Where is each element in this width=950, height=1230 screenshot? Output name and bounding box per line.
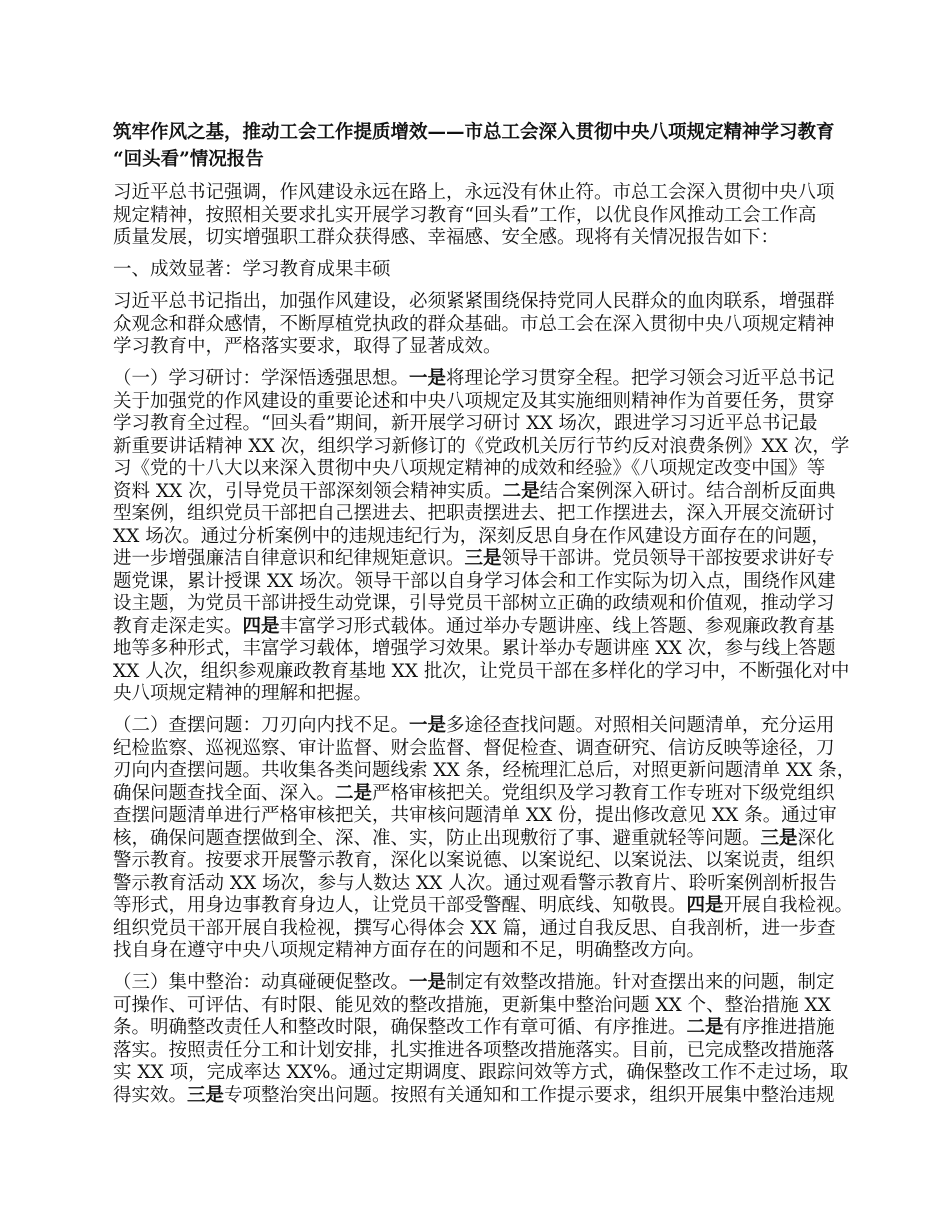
text-segment: 制定有效整改措施。针对查摆出来的问题，制定 [446, 972, 835, 993]
text-segment: 丰富学习形式载体。通过举办专题讲座、线上答题、参观廉政教育基 [279, 615, 835, 637]
text-segment: 警示教育活动 XX 场次，参与人数达 XX 人次。通过观看警示教育片、聆听案例剖析报告 [113, 872, 837, 894]
text-segment: 纪检监察、巡视巡察、审计监督、财会监督、督促检查、调查研究、信访反映等途径，刀 [113, 737, 835, 759]
text-line [113, 995, 853, 1018]
text-segment: 地等多种形式，丰富学习载体，增强学习效果。累计举办专题讲座 XX 次，参与线上答题 [113, 638, 836, 659]
text-segment: 教育走深走实。 [113, 615, 243, 637]
text-line [113, 227, 853, 250]
text-segment: 新重要讲话精神 XX 次，组织学习新修订的《党政机关厉行节约反对浪费条例》XX 次，学 [113, 435, 850, 457]
text-segment: 习《党的十八大以来深入贯彻中央八项规定精神的成效和经验》《八项规定改变中国》等 [113, 458, 826, 479]
text-segment: 专项整治突出问题。按照有关通知和工作提示要求，组织开展集中整治违规 [224, 1084, 835, 1106]
text-segment: 深化 [797, 827, 835, 849]
text-line [113, 368, 853, 391]
text-line [113, 1017, 853, 1040]
text-segment: 资料 XX 次，引导党员干部深刻领会精神实质。 [113, 480, 503, 502]
text-line [113, 1040, 853, 1063]
text-line [113, 760, 856, 783]
text-line [113, 895, 853, 918]
text-segment: 组织党员干部开展自我检视，撰写心得体会 XX 篇，通过自我反思、自我剖析，进一步查 [113, 917, 836, 939]
text-line [113, 850, 853, 873]
title-line: 筑牢作风之基，推动工会工作提质增效——市总工会深入贯彻中央八项规定精神学习教育 [113, 122, 835, 143]
text-segment: 开展自我检视。 [723, 895, 854, 916]
text-line [113, 661, 853, 684]
text-line [113, 972, 853, 995]
bold-keyword: 二是 [502, 480, 540, 502]
text-segment: 刃向内查摆问题。共收集各类问题线索 XX 条，经梳理汇总后，对照更新问题清单 XX 条， [113, 760, 856, 781]
text-line [113, 783, 853, 806]
section-heading [113, 259, 853, 282]
text-segment: 等形式，用身边事教育身边人，让党员干部受警醒、明底线、知敬畏。 [113, 895, 687, 916]
text-segment: 学习教育全过程。“回头看”期间，新开展学习研讨 XX 场次，跟进学习习近平总书记最 [113, 413, 818, 434]
text-segment: 核，确保问题查摆做到全、深、准、实，防止出现敷衍了事、避重就轻等问题。 [113, 827, 761, 849]
text-segment: 实 XX 项，完成率达 XX%。通过定期调度、跟踪问效等方式，确保整改工作不走过场，取 [113, 1062, 849, 1083]
text-line [113, 918, 853, 941]
bold-keyword: 三是 [187, 1084, 225, 1106]
document-page [113, 119, 856, 1117]
text-line [113, 291, 853, 314]
paragraph [113, 182, 853, 250]
text-segment: 关于加强党的作风建设的重要论述和中央八项规定及其实施细则精神作为首要任务，贯穿 [113, 390, 835, 412]
text-segment: 条。明确整改责任人和整改时限，确保整改工作有章可循、有序推进。 [113, 1017, 687, 1038]
text-segment: （三）集中整治：动真碰硬促整改。 [113, 972, 410, 993]
text-segment: 查摆问题清单进行严格审核把关，共审核问题清单 XX 份，提出修改意见 XX 条。通过审 [113, 805, 837, 826]
text-line [113, 259, 853, 282]
text-line [113, 391, 853, 414]
text-segment: 严格审核把关。党组织及学习教育工作专班对下级党组织 [372, 782, 835, 804]
text-segment: 有序推进措施 [723, 1017, 835, 1038]
bold-keyword: 四是 [242, 615, 280, 637]
text-line [113, 715, 853, 738]
text-segment: 学习教育中，严格落实要求，取得了显著成效。 [113, 336, 502, 357]
text-segment: 领导干部讲。党员领导干部按要求讲好专 [501, 548, 835, 569]
text-segment: 多途径查找问题。对照相关问题清单，充分运用 [446, 715, 835, 736]
text-line [113, 336, 853, 359]
text-segment: 习近平总书记指出，加强作风建设，必须紧紧围绕保持党同人民群众的血肉联系，增强群 [113, 291, 835, 312]
text-segment: 将理论学习贯穿全程。把学习领会习近平总书记 [446, 368, 835, 389]
text-segment: 一、成效显著：学习教育成果丰硕 [113, 259, 391, 280]
text-line [113, 314, 853, 337]
text-line [113, 548, 853, 571]
text-line [113, 683, 853, 706]
bold-keyword: 二是 [686, 1017, 724, 1038]
text-segment: 设主题，为党员干部讲授生动党课，引导党员干部树立正确的政绩观和价值观，推动学习 [113, 593, 835, 614]
text-segment: 众观念和群众感情，不断厚植党执政的群众基础。市总工会在深入贯彻中央八项规定精神 [113, 313, 835, 335]
document-body [113, 182, 856, 1107]
text-segment: （二）查摆问题：刀刃向内找不足。 [113, 715, 410, 736]
text-segment: 确保问题查找全面、深入。 [113, 782, 336, 804]
text-segment: 质量发展，切实增强职工群众获得感、幸福感、安全感。现将有关情况报告如下： [113, 227, 780, 248]
text-segment: 型案例，组织党员干部把自己摆进去、把职责摆进去、把工作摆进去，深入开展交流研讨 [113, 503, 835, 524]
text-line [113, 526, 853, 549]
text-segment: 找自身在遵守中央八项规定精神方面存在的问题和不足，明确整改方向。 [113, 940, 706, 961]
text-segment: 习近平总书记强调，作风建设永远在路上，永远没有休止符。市总工会深入贯彻中央八项 [113, 182, 835, 203]
text-line [113, 940, 853, 963]
bold-keyword: 一是 [409, 972, 447, 993]
paragraph [113, 291, 853, 359]
text-segment: 结合案例深入研讨。结合剖析反面典 [539, 480, 836, 502]
text-line [113, 205, 853, 228]
bold-keyword: 一是 [409, 368, 447, 389]
text-segment: 得实效。 [113, 1084, 188, 1106]
text-segment: 可操作、可评估、有时限、能见效的整改措施，更新集中整治问题 XX 个、整治措施 XX [113, 994, 831, 1016]
text-segment: 进一步增强廉洁自律意识和纪律规矩意识。 [113, 548, 465, 569]
paragraph [113, 972, 853, 1107]
text-line [113, 738, 853, 761]
text-segment: 警示教育。按要求开展警示教育，深化以案说德、以案说纪、以案说法、以案说责，组织 [113, 850, 835, 871]
title-line: “回头看”情况报告 [113, 149, 264, 170]
text-line [113, 1085, 853, 1108]
text-segment: 落实。按照责任分工和计划安排，扎实推进各项整改措施落实。目前，已完成整改措施落 [113, 1039, 835, 1061]
text-line [113, 182, 853, 205]
text-line [113, 873, 853, 896]
paragraph [113, 368, 853, 706]
text-line [113, 481, 853, 504]
bold-keyword: 二是 [335, 782, 373, 804]
text-segment: 规定精神，按照相关要求扎实开展学习教育“回头看”工作，以优良作风推动工会工作高 [113, 204, 817, 226]
text-segment: 央八项规定精神的理解和把握。 [113, 683, 373, 704]
text-segment: XX 场次。通过分析案例中的违规违纪行为，深刻反思自身在作风建设方面存在的问题， [113, 525, 830, 547]
text-segment: XX 人次，组织参观廉政教育基地 XX 批次，让党员干部在多样化的学习中，不断强化对中 [113, 660, 850, 682]
text-line [113, 638, 853, 661]
text-line [113, 458, 853, 481]
text-segment: （一）学习研讨：学深悟透强思想。 [113, 368, 410, 389]
text-line [113, 805, 853, 828]
text-line [113, 616, 853, 639]
text-line [113, 503, 853, 526]
text-line [113, 571, 853, 594]
text-line [113, 436, 853, 459]
text-line [113, 593, 853, 616]
document-title [113, 119, 853, 173]
paragraph [113, 715, 856, 963]
text-line [113, 828, 853, 851]
bold-keyword: 四是 [686, 895, 724, 916]
bold-keyword: 三是 [464, 548, 502, 569]
text-line [113, 413, 853, 436]
bold-keyword: 一是 [409, 715, 447, 736]
text-segment: 题党课，累计授课 XX 场次。领导干部以自身学习体会和工作实际为切入点，围绕作风建 [113, 570, 836, 592]
bold-keyword: 三是 [760, 827, 798, 849]
text-line [113, 1062, 853, 1085]
